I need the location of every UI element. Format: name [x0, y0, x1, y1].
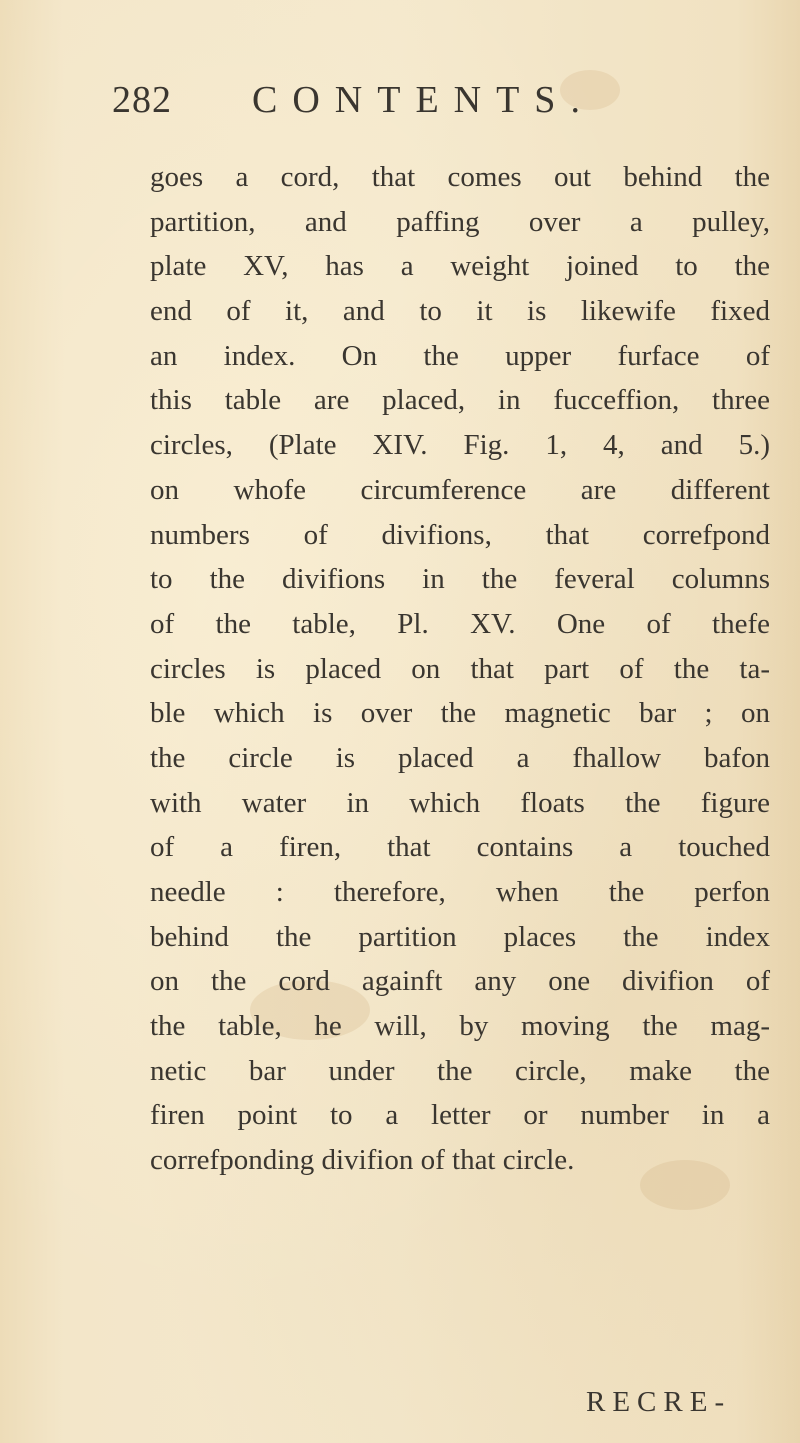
text-line: behind the partition places the index — [150, 920, 770, 953]
running-head: CONTENTS. — [252, 79, 595, 121]
text-line: end of it, and to it is likewife fixed — [150, 295, 770, 328]
text-line: the circle is placed a fhallow bafon — [150, 741, 770, 774]
body-text — [150, 155, 770, 1183]
text-line: this table are placed, in fucceffion, three — [150, 384, 770, 417]
text-line: to the divifions in the feveral columns — [150, 563, 770, 596]
text-line: goes a cord, that comes out behind the — [150, 161, 770, 193]
text-line: an index. On the upper furface of — [150, 339, 770, 372]
text-line: with water in which floats the figure — [150, 786, 770, 819]
page-number: 282 — [112, 79, 172, 121]
text-line: circles is placed on that part of the ta- — [150, 652, 770, 685]
page-header — [112, 78, 752, 126]
text-line: on whofe circumference are different — [150, 473, 770, 506]
text-line: numbers of divifions, that correfpond — [150, 518, 770, 551]
text-line: of the table, Pl. XV. One of thefe — [150, 607, 770, 640]
text-line: of a firen, that contains a touched — [150, 831, 770, 864]
text-line: plate XV, has a weight joined to the — [150, 250, 770, 283]
text-line: on the cord againft any one divifion of — [150, 965, 770, 998]
catchword: RECRE- — [586, 1386, 732, 1418]
text-line: ble which is over the magnetic bar ; on — [150, 697, 770, 730]
text-line: needle : therefore, when the perfon — [150, 876, 770, 908]
text-line: circles, (Plate XIV. Fig. 1, 4, and 5.) — [150, 429, 770, 462]
text-line: partition, and paffing over a pulley, — [150, 205, 770, 238]
text-line: the table, he will, by moving the mag- — [150, 1010, 770, 1043]
text-line: firen point to a letter or number in a — [150, 1099, 770, 1132]
text-line: netic bar under the circle, make the — [150, 1054, 770, 1087]
text-line: correfponding divifion of that circle. — [150, 1144, 575, 1177]
